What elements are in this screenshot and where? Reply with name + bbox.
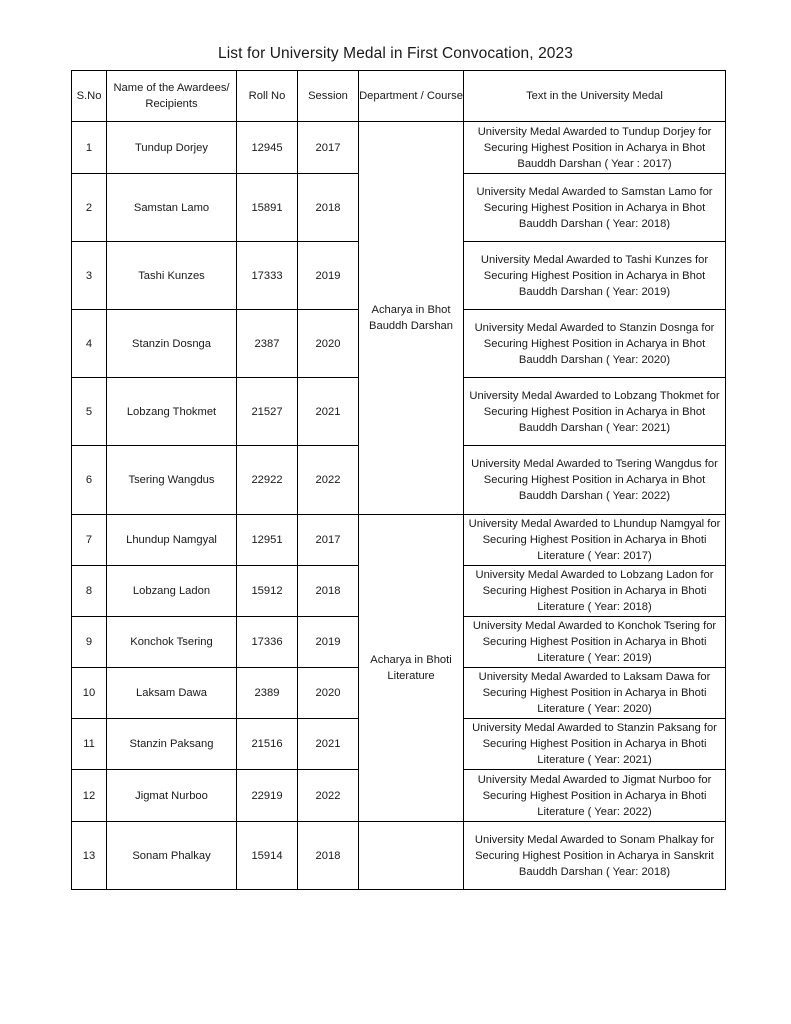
cell-name: Jigmat Nurboo	[107, 770, 237, 822]
cell-dept-bhoti: Acharya in Bhoti Literature	[359, 515, 464, 822]
cell-sno: 13	[72, 822, 107, 890]
header-sno: S.No	[72, 71, 107, 122]
cell-session: 2021	[298, 378, 359, 446]
header-dept: Department / Course	[359, 71, 464, 122]
cell-roll: 17336	[237, 617, 298, 668]
cell-medal-text: University Medal Awarded to Konchok Tsering for Securing Highest Position in Acharya in Bhoti Literature ( Year: 2019)	[464, 617, 726, 668]
cell-medal-text: University Medal Awarded to Laksam Dawa for Securing Highest Position in Acharya in Bhoti Literature ( Year: 2020)	[464, 668, 726, 719]
cell-name: Konchok Tsering	[107, 617, 237, 668]
cell-name: Stanzin Dosnga	[107, 310, 237, 378]
cell-session: 2021	[298, 719, 359, 770]
cell-medal-text: University Medal Awarded to Sonam Phalkay for Securing Highest Position in Acharya in Sanskrit Bauddh Darshan ( Year: 2018)	[464, 822, 726, 890]
medal-table	[71, 70, 726, 890]
cell-name: Samstan Lamo	[107, 174, 237, 242]
cell-session: 2019	[298, 242, 359, 310]
cell-sno: 1	[72, 122, 107, 174]
cell-name: Laksam Dawa	[107, 668, 237, 719]
cell-dept-empty	[359, 822, 464, 890]
cell-roll: 15891	[237, 174, 298, 242]
cell-sno: 6	[72, 446, 107, 515]
cell-dept-bhot: Acharya in Bhot Bauddh Darshan	[359, 122, 464, 515]
header-session: Session	[298, 71, 359, 122]
cell-session: 2018	[298, 174, 359, 242]
cell-name: Lobzang Ladon	[107, 566, 237, 617]
cell-roll: 17333	[237, 242, 298, 310]
table-row	[72, 515, 726, 566]
cell-name: Tsering Wangdus	[107, 446, 237, 515]
cell-session: 2020	[298, 310, 359, 378]
header-roll: Roll No	[237, 71, 298, 122]
cell-sno: 9	[72, 617, 107, 668]
cell-roll: 21516	[237, 719, 298, 770]
cell-sno: 4	[72, 310, 107, 378]
cell-medal-text: University Medal Awarded to Tundup Dorjey for Securing Highest Position in Acharya in Bhot Bauddh Darshan ( Year : 2017)	[464, 122, 726, 174]
cell-name: Lhundup Namgyal	[107, 515, 237, 566]
cell-sno: 12	[72, 770, 107, 822]
cell-roll: 12945	[237, 122, 298, 174]
table-header-row	[72, 71, 726, 122]
cell-medal-text: University Medal Awarded to Lobzang Ladon for Securing Highest Position in Acharya in Bhoti Literature ( Year: 2018)	[464, 566, 726, 617]
cell-session: 2017	[298, 515, 359, 566]
cell-roll: 15912	[237, 566, 298, 617]
cell-sno: 3	[72, 242, 107, 310]
cell-name: Tundup Dorjey	[107, 122, 237, 174]
cell-sno: 5	[72, 378, 107, 446]
cell-sno: 10	[72, 668, 107, 719]
cell-name: Tashi Kunzes	[107, 242, 237, 310]
cell-medal-text: University Medal Awarded to Stanzin Dosnga for Securing Highest Position in Acharya in Bhot Bauddh Darshan ( Year: 2020)	[464, 310, 726, 378]
cell-sno: 11	[72, 719, 107, 770]
cell-medal-text: University Medal Awarded to Lhundup Namgyal for Securing Highest Position in Acharya in Bhoti Literature ( Year: 2017)	[464, 515, 726, 566]
table-row	[72, 122, 726, 174]
cell-session: 2018	[298, 566, 359, 617]
cell-medal-text: University Medal Awarded to Stanzin Paksang for Securing Highest Position in Acharya in Bhoti Literature ( Year: 2021)	[464, 719, 726, 770]
cell-medal-text: University Medal Awarded to Tashi Kunzes for Securing Highest Position in Acharya in Bhot Bauddh Darshan ( Year: 2019)	[464, 242, 726, 310]
cell-session: 2020	[298, 668, 359, 719]
cell-roll: 2387	[237, 310, 298, 378]
cell-roll: 15914	[237, 822, 298, 890]
cell-medal-text: University Medal Awarded to Lobzang Thokmet for Securing Highest Position in Acharya in Bhot Bauddh Darshan ( Year: 2021)	[464, 378, 726, 446]
cell-session: 2022	[298, 770, 359, 822]
cell-roll: 2389	[237, 668, 298, 719]
cell-medal-text: University Medal Awarded to Jigmat Nurboo for Securing Highest Position in Acharya in Bhoti Literature ( Year: 2022)	[464, 770, 726, 822]
cell-roll: 22922	[237, 446, 298, 515]
cell-session: 2018	[298, 822, 359, 890]
cell-roll: 22919	[237, 770, 298, 822]
cell-sno: 2	[72, 174, 107, 242]
table-row	[72, 822, 726, 890]
cell-roll: 21527	[237, 378, 298, 446]
cell-sno: 7	[72, 515, 107, 566]
header-name: Name of the Awardees/ Recipients	[107, 71, 237, 122]
page-title: List for University Medal in First Convocation, 2023	[218, 45, 573, 62]
cell-name: Sonam Phalkay	[107, 822, 237, 890]
cell-sno: 8	[72, 566, 107, 617]
cell-name: Lobzang Thokmet	[107, 378, 237, 446]
cell-medal-text: University Medal Awarded to Tsering Wangdus for Securing Highest Position in Acharya in Bhot Bauddh Darshan ( Year: 2022)	[464, 446, 726, 515]
header-text: Text in the University Medal	[464, 71, 726, 122]
cell-name: Stanzin Paksang	[107, 719, 237, 770]
cell-session: 2019	[298, 617, 359, 668]
cell-roll: 12951	[237, 515, 298, 566]
cell-medal-text: University Medal Awarded to Samstan Lamo for Securing Highest Position in Acharya in Bhot Bauddh Darshan ( Year: 2018)	[464, 174, 726, 242]
cell-session: 2017	[298, 122, 359, 174]
cell-session: 2022	[298, 446, 359, 515]
